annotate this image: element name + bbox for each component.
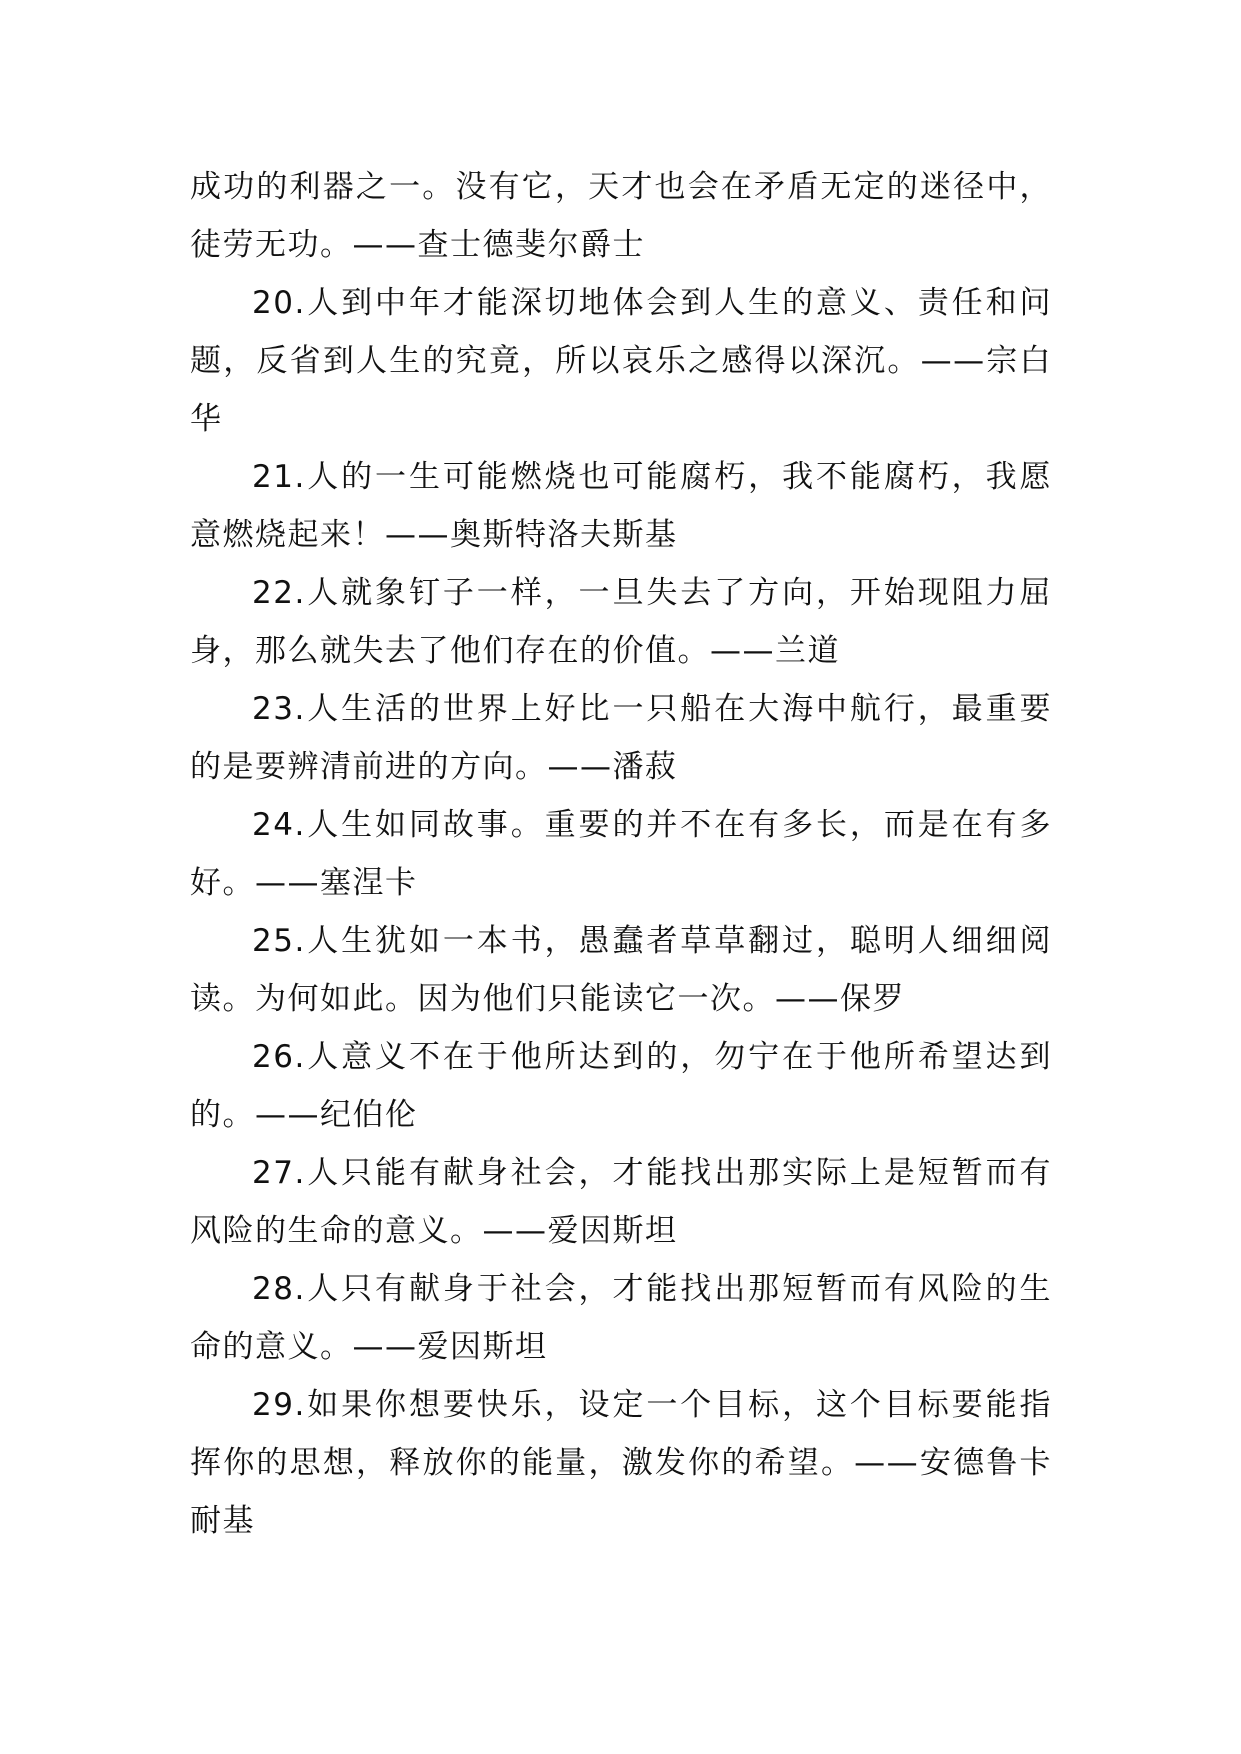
- quote-27: 27.人只能有献身社会，才能找出那实际上是短暂而有风险的生命的意义。——爱因斯坦: [190, 1155, 1052, 1249]
- quote-28: 28.人只有献身于社会，才能找出那短暂而有风险的生命的意义。——爱因斯坦: [190, 1271, 1052, 1365]
- quote-22: 22.人就象钉子一样，一旦失去了方向，开始现阻力屈身，那么就失去了他们存在的价值。——兰道: [190, 575, 1052, 669]
- quote-21: 21.人的一生可能燃烧也可能腐朽，我不能腐朽，我愿意燃烧起来！——奥斯特洛夫斯基: [190, 459, 1052, 553]
- quote-29: 29.如果你想要快乐，设定一个目标，这个目标要能指挥你的思想，释放你的能量，激发你的希望。——安德鲁卡耐基: [190, 1387, 1052, 1539]
- quote-24: 24.人生如同故事。重要的并不在有多长，而是在有多好。——塞涅卡: [190, 807, 1052, 901]
- quote-25: 25.人生犹如一本书，愚蠢者草草翻过，聪明人细细阅读。为何如此。因为他们只能读它一次。——保罗: [190, 923, 1052, 1017]
- quote-26: 26.人意义不在于他所达到的，勿宁在于他所希望达到的。——纪伯伦: [190, 1039, 1052, 1133]
- document-body: [190, 158, 1052, 1550]
- paragraph-continuation: 成功的利器之一。没有它，天才也会在矛盾无定的迷径中，徒劳无功。——查士德斐尔爵士: [190, 169, 1052, 263]
- quote-20: 20.人到中年才能深切地体会到人生的意义、责任和问题，反省到人生的究竟，所以哀乐之感得以深沉。——宗白华: [190, 285, 1052, 437]
- quote-23: 23.人生活的世界上好比一只船在大海中航行，最重要的是要辨清前进的方向。——潘菽: [190, 691, 1052, 785]
